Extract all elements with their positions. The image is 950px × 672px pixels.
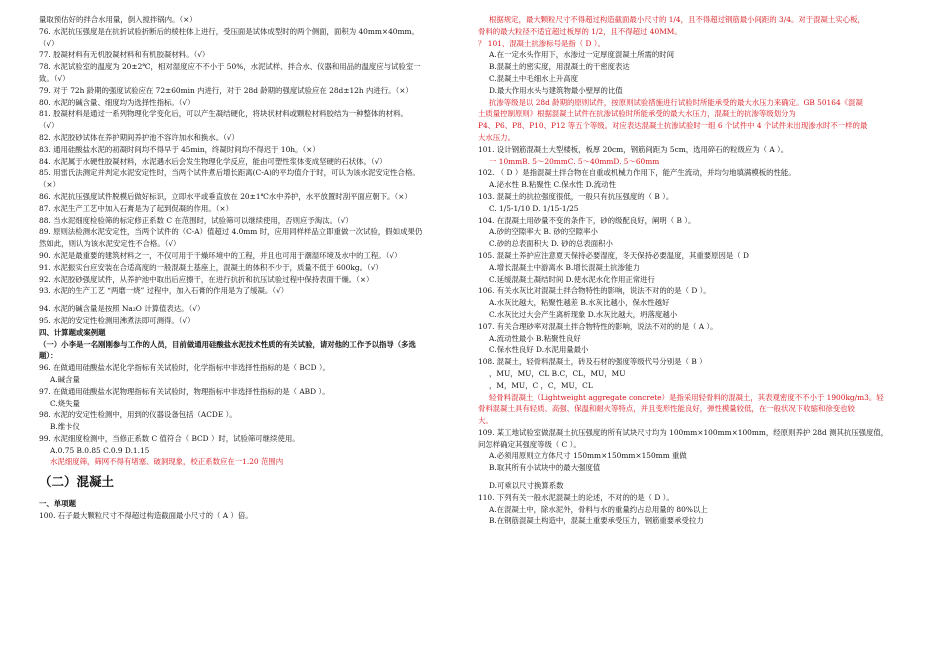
right-line-17: 104. 在混凝土用砂量不变的条件下，砂的级配良好，阐明（ B ）。 [478,215,696,225]
right-line-7: 抗渗等级是以 28d 龄期的原则试件，按原则试验措施进行试验时所能承受的最大水压力来确定。GB 50164《混凝 [489,97,863,107]
right-line-14: A.泌水性 B.粘聚性 C.保水性 D.流动性 [489,180,616,190]
left-line-33: C.烧失量 [50,398,80,408]
right-line-1: 骨料的最大粒径不适宜超过板厚的 1/2，且不得超过 40MM。 [478,26,682,36]
right-line-4: B.混凝土的密实度，用混凝土的干密度表达 [489,62,630,72]
left-line-38: 水泥细度筛，筛网不得有堵塞、破洞现象，校正系数应在一1.20 范围内 [50,457,284,467]
left-line-3: 77. 胶凝材料有无机胶凝材料和有机胶凝材料。（√） [39,50,210,60]
right-line-13: 102. （ D ）是指混凝土拌合物在自重或机械力作用下，能产生流动，并均匀地填满模板的性能。 [478,168,796,178]
right-line-37: A.必须用原则立方体尺寸 150mm×150mm×150mm 重做 [489,451,687,461]
right-line-36: 问怎样确定其强度等级（ C ）。 [478,439,581,449]
left-line-28: （一）小李是一名刚刚参与工作的人员，目前做通用硅酸盐水泥技术性质的有关试验，请对他的工作予以指导（多选 [39,339,416,349]
right-line-43: B.在钢筋混凝土构造中，混凝土重要承受压力，钢筋重要承受拉力 [489,516,704,526]
left-line-4: 78. 水泥试验室的温度为 20±2℃，相对湿度应不不小于 50%，水泥试样、拌合水、仪器和用品的温度应与试验室一 [39,62,421,72]
right-line-34: 大。 [478,416,493,426]
left-line-1: 76. 水泥抗压强度是在抗折试验折断后的棱柱体上进行，受压面是试体成型时的两个侧面，面积为 40mm×40mm。 [39,26,419,36]
right-line-41: 110. 下列有关一般水泥混凝土的论述，不对的的是（ D ）。 [478,492,674,502]
left-line-13: 85. 用雷氏法测定并判定水泥安定性时，当两个试件煮后增长距离(C-A)的平均值介于时，可认为该水泥安定性合格。 [39,168,420,178]
left-line-21: 91. 水泥振实台应安装在合适高度的一般混凝土基座上，混凝土的体积不少于，质量不低于 600kg。（√） [39,262,383,272]
right-line-0: 根据规定，最大颗粒尺寸不得超过构造截面最小尺寸的 1/4，且不得超过钢筋最小间距的 3/4。对于混凝土实心板， [489,15,865,24]
left-line-26: 95. 水泥的安定性检测用沸煮法即可测得。（√） [39,315,195,325]
left-line-6: 79. 对于 72h 龄期的强度试验应在 72±60min 内进行，对于 28d 龄期的强度试验应在 28d±12h 内进行。（×） [39,85,413,95]
right-line-33: 骨料混凝土具有轻质、高强、保温和耐火等特点，并且变形性能良好，弹性模量较低，在一般状况下收缩和徐变也较 [478,404,855,414]
right-line-2: ？ 101、混凝土抗渗标号是指（ D ）。 [478,38,605,48]
right-line-9: P4、P6、P8、P10、P12 等五个等级。对应表达混凝土抗渗试验时一组 6 个试件中 4 个试件未出现渗水时不一样的最 [478,121,868,131]
left-line-5: 致。（√） [39,73,70,83]
right-line-15: 103. 混凝土的抗拉强度很低，一般只有抗压强度的（ B ）。 [478,191,674,201]
left-line-7: 80. 水泥的碱含量、细度均为选择性指标。（√） [39,97,195,107]
left-column [39,14,473,522]
right-line-3: A.在一定水头作用下，水渗过一定厚度混凝土所需的时间 [489,50,675,60]
left-line-12: 84. 水泥属于水硬性胶凝材料，水泥遇水后会发生物理化学反应，能由可塑性浆体变成坚硬的石状体。（√） [39,156,387,166]
left-line-29: 题）： [39,351,58,361]
right-line-30: ，MU，MU，CL B.C，CL，MU，MU [489,368,626,378]
left-line-22: 92. 水泥胶砂强度试件，从养护池中取出后应擦干，在进行抗折和抗压试验过程中保持表面干燥。（×） [39,274,374,284]
right-line-24: A.水灰比越大，粘聚性越差 B.水灰比越小，保水性越好 [489,298,670,308]
right-line-32: 轻骨料混凝土（Lightweight aggregate concrete）是指采用轻骨料的混凝土，其表观密度不不小于 1900kg/m3。轻 [489,392,884,402]
right-line-16: C. 1/5-1/10 D. 1/15-1/25 [489,203,579,213]
right-line-27: A.流动性最小 B.粘聚性良好 [489,333,581,343]
right-line-35: 109. 某工地试验室做混凝土抗压强度的所有试块尺寸均为 100mm×100mm×100mm，经原则养护 28d 测其抗压强度值， [478,427,889,437]
left-line-30: 96. 在做通用硅酸盐水泥化学指标有关试验时，化学指标中非选择性指标的是（ BCD ）。 [39,363,330,373]
left-line-31: A.碱含量 [50,374,80,384]
right-line-42: A.在混凝土中，除水泥外，骨料与水的重量约占总用量的 80%以上 [489,504,708,514]
right-line-25: C.水灰比过大会产生离析现象 D.水灰比越大，坍落度越小 [489,309,678,319]
left-line-19: 然如此，则认为该水泥安定性不合格。（√） [39,239,181,249]
left-line-16: 87. 水泥生产工艺中加入石膏是为了起到促凝的作用。（×） [39,203,233,213]
right-line-12: 一 10mmB. 5～20mmC. 5～40mmD. 5～60mm [489,156,660,166]
left-line-9: （√） [39,121,59,131]
left-line-2: （√） [39,38,59,48]
right-line-10: 大水压力。 [478,132,515,142]
right-line-31: ，M，MU，C ，C，MU，CL [489,380,593,390]
left-line-41: 一、单项题 [39,499,76,509]
right-line-21: A.增长混凝土中游离水 B.增长混凝土抗渗能力 [489,262,640,272]
left-line-17: 88. 当水泥细度检验筛的标定修正系数 C 在范围时，试验筛可以继续使用，否则应予淘汰。（√） [39,215,353,225]
right-line-38: B.取其所有小试块中的最大强度值 [489,463,601,473]
right-line-18: A.砂的空隙率大 B. 砂的空隙率小 [489,227,598,237]
left-line-27: 四、计算题或案例题 [39,327,106,337]
left-line-23: 93. 水泥的生产工艺 “两磨一烧” 过程中，加入石膏的作用是为了缓凝。（√） [39,286,289,296]
right-line-11: 101. 设计钢筋混凝土大型楼板，板厚 20cm，钢筋间距为 5cm，选用碎石的粒级应为（ A ）。 [478,144,789,154]
left-line-14: （×） [39,180,60,190]
left-line-37: A.0.75 B.0.85 C.0.9 D.1.15 [50,445,150,455]
left-line-32: 97. 在做通用硅酸盐水泥物理指标有关试验时，物理指标中非选择性指标的是（ ABD ）。 [39,386,330,396]
right-line-40: D.可乘以尺寸换算系数 [489,481,564,491]
left-line-39: （二）混凝土 [39,474,115,490]
right-column [478,14,916,527]
left-line-15: 86. 水泥抗压强度试件脱模后做好标识，立即水平或垂直放在 20±1℃水中养护，水平放置时刮平面应朝下。（×） [39,191,412,201]
right-line-20: 105. 混凝土养护应注意夏天保持必要湿度，冬天保持必要温度，其重要原因是（ D [478,250,749,260]
right-line-22: C.延缓混凝土凝结时间 D.使水泥水化作用正常进行 [489,274,655,284]
left-line-18: 89. 原则法检测水泥安定性，当两个试件的（C-A）值超过 4.0mm 时，应用同样样品立即重做一次试验，假如成果仍 [39,227,423,237]
left-line-35: B.维卡仪 [50,422,80,432]
left-line-36: 99. 水泥细度检测中，当修正系数 C 值符合（ BCD ）时，试验筛可继续使用。 [39,433,300,443]
left-line-25: 94. 水泥的碱含量是按照 Na₂O 计算值表达。（√） [39,304,205,314]
right-line-8: 土质量控制原则》根据混凝土试件在抗渗试验时所能承受的最大水压力，混凝土的抗渗等级划分为 [478,109,796,119]
right-line-23: 106. 有关水灰比对混凝土拌合物特性的影响，说法不对的的是（ D ）。 [478,286,711,296]
left-line-11: 83. 通用硅酸盐水泥的初凝时间均不得早于 45min，终凝时间均不得迟于 10h。（×） [39,144,320,154]
left-line-34: 98. 水泥的安定性检测中，用到的仪器设备包括（ACDE ）。 [39,410,237,420]
right-line-28: C.保水性良好 D.水泥用量最小 [489,345,589,355]
left-line-0: 量取预估好的拌合水用量，倒入搅拌锅内。（×） [39,15,197,24]
right-line-26: 107. 有关合理砂率对混凝土拌合物特性的影响，说法不对的的是（ A ）。 [478,321,718,331]
left-line-42: 100. 石子最大颗粒尺寸不得超过构造截面最小尺寸的（ A ）倍。 [39,511,253,521]
left-line-20: 90. 水泥是最重要的建筑材料之一，不仅可用于干燥环境中的工程，并且也可用于潮湿环境及水中的工程。（√） [39,250,402,260]
right-line-6: D.最大作用水头与建筑物最小壁厚的比值 [489,85,623,95]
left-line-10: 82. 水泥胶砂试体在养护期间养护池不容许加水和换水。（√） [39,132,239,142]
right-line-19: C.砂的总表面积大 D. 砂的总表面积小 [489,239,613,249]
right-line-29: 108. 混凝土，轻骨料混凝土，砖及石材的强度等级代号分别是（ B ） [478,357,707,367]
right-line-5: C.混凝土中毛细水上升高度 [489,73,579,83]
left-line-8: 81. 胶凝材料是通过一系列物理化学变化后，可以产生凝结硬化，将块状材料或颗粒材料胶结为一种整体的材料。 [39,109,408,119]
